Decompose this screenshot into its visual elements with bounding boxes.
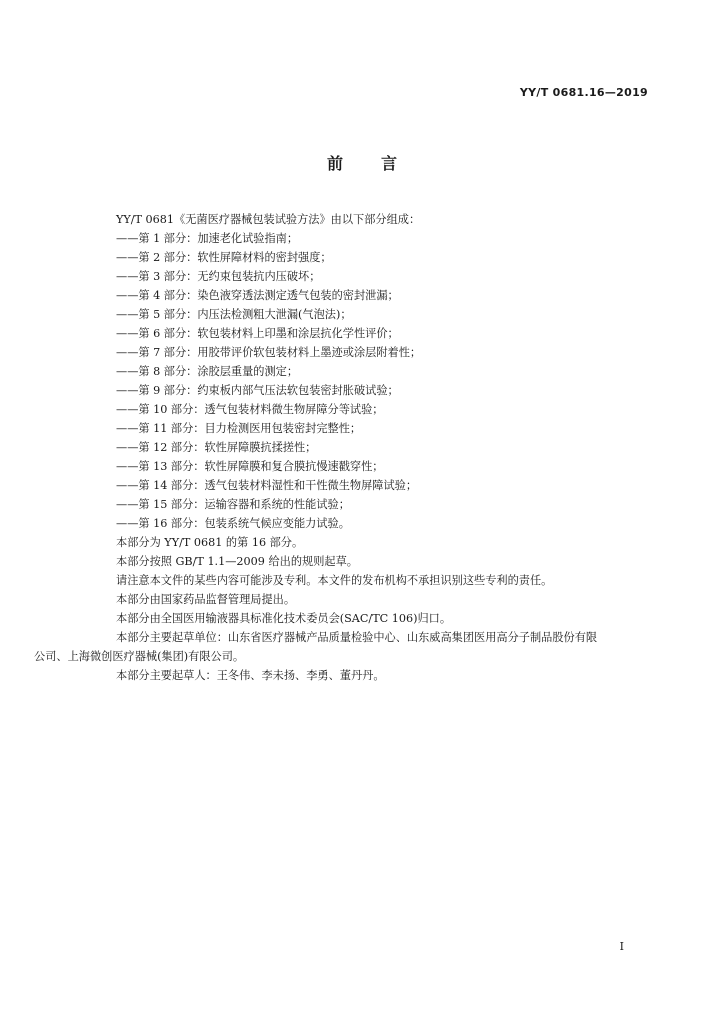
paragraph: 本部分为 YY/T 0681 的第 16 部分。 <box>116 536 304 549</box>
page-number: I <box>619 940 624 953</box>
part-item: ——第 2 部分：软性屏障材料的密封强度； <box>116 251 332 264</box>
paragraph: 本部分由全国医用输液器具标准化技术委员会(SAC/TC 106)归口。 <box>116 612 452 625</box>
part-item: ——第 10 部分：透气包装材料微生物屏障分等试验； <box>116 403 384 416</box>
paragraph: 本部分按照 GB/T 1.1—2009 给出的规则起草。 <box>116 555 358 568</box>
part-item: ——第 9 部分：约束板内部气压法软包装密封胀破试验； <box>116 384 399 397</box>
title-char-left: 前 <box>326 154 343 173</box>
part-item: ——第 1 部分：加速老化试验指南； <box>116 232 299 245</box>
standard-code: YY/T 0681.16—2019 <box>519 86 648 99</box>
part-item: ——第 11 部分：目力检测医用包装密封完整性； <box>116 422 362 435</box>
part-item: ——第 8 部分：涂胶层重量的测定； <box>116 365 299 378</box>
page-title <box>0 151 724 174</box>
drafting-units-line-1: 本部分主要起草单位：山东省医疗器械产品质量检验中心、山东威高集团医用高分子制品股份有限 <box>116 631 598 644</box>
part-item: ——第 5 部分：内压法检测粗大泄漏(气泡法)； <box>116 308 352 321</box>
drafting-units-line-2: 公司、上海微创医疗器械(集团)有限公司。 <box>34 650 245 663</box>
part-item: ——第 13 部分：软性屏障膜和复合膜抗慢速戳穿性； <box>116 460 384 473</box>
part-item: ——第 16 部分：包装系统气候应变能力试验。 <box>116 517 350 530</box>
title-char-right: 言 <box>381 154 398 173</box>
drafters-line: 本部分主要起草人：王冬伟、李未扬、李勇、董丹丹。 <box>116 669 385 682</box>
foreword-body <box>34 210 644 685</box>
paragraph: 请注意本文件的某些内容可能涉及专利。本文件的发布机构不承担识别这些专利的责任。 <box>116 574 553 587</box>
paragraph: 本部分由国家药品监督管理局提出。 <box>116 593 296 606</box>
part-item: ——第 4 部分：染色液穿透法测定透气包装的密封泄漏； <box>116 289 399 302</box>
part-item: ——第 6 部分：软包装材料上印墨和涂层抗化学性评价； <box>116 327 399 340</box>
part-item: ——第 14 部分：透气包装材料湿性和干性微生物屏障试验； <box>116 479 418 492</box>
part-item: ——第 12 部分：软性屏障膜抗揉搓性； <box>116 441 317 454</box>
intro-line: YY/T 0681《无菌医疗器械包装试验方法》由以下部分组成： <box>116 213 421 226</box>
part-item: ——第 3 部分：无约束包装抗内压破坏； <box>116 270 321 283</box>
part-item: ——第 7 部分：用胶带评价软包装材料上墨迹或涂层附着性； <box>116 346 422 359</box>
part-item: ——第 15 部分：运输容器和系统的性能试验； <box>116 498 350 511</box>
